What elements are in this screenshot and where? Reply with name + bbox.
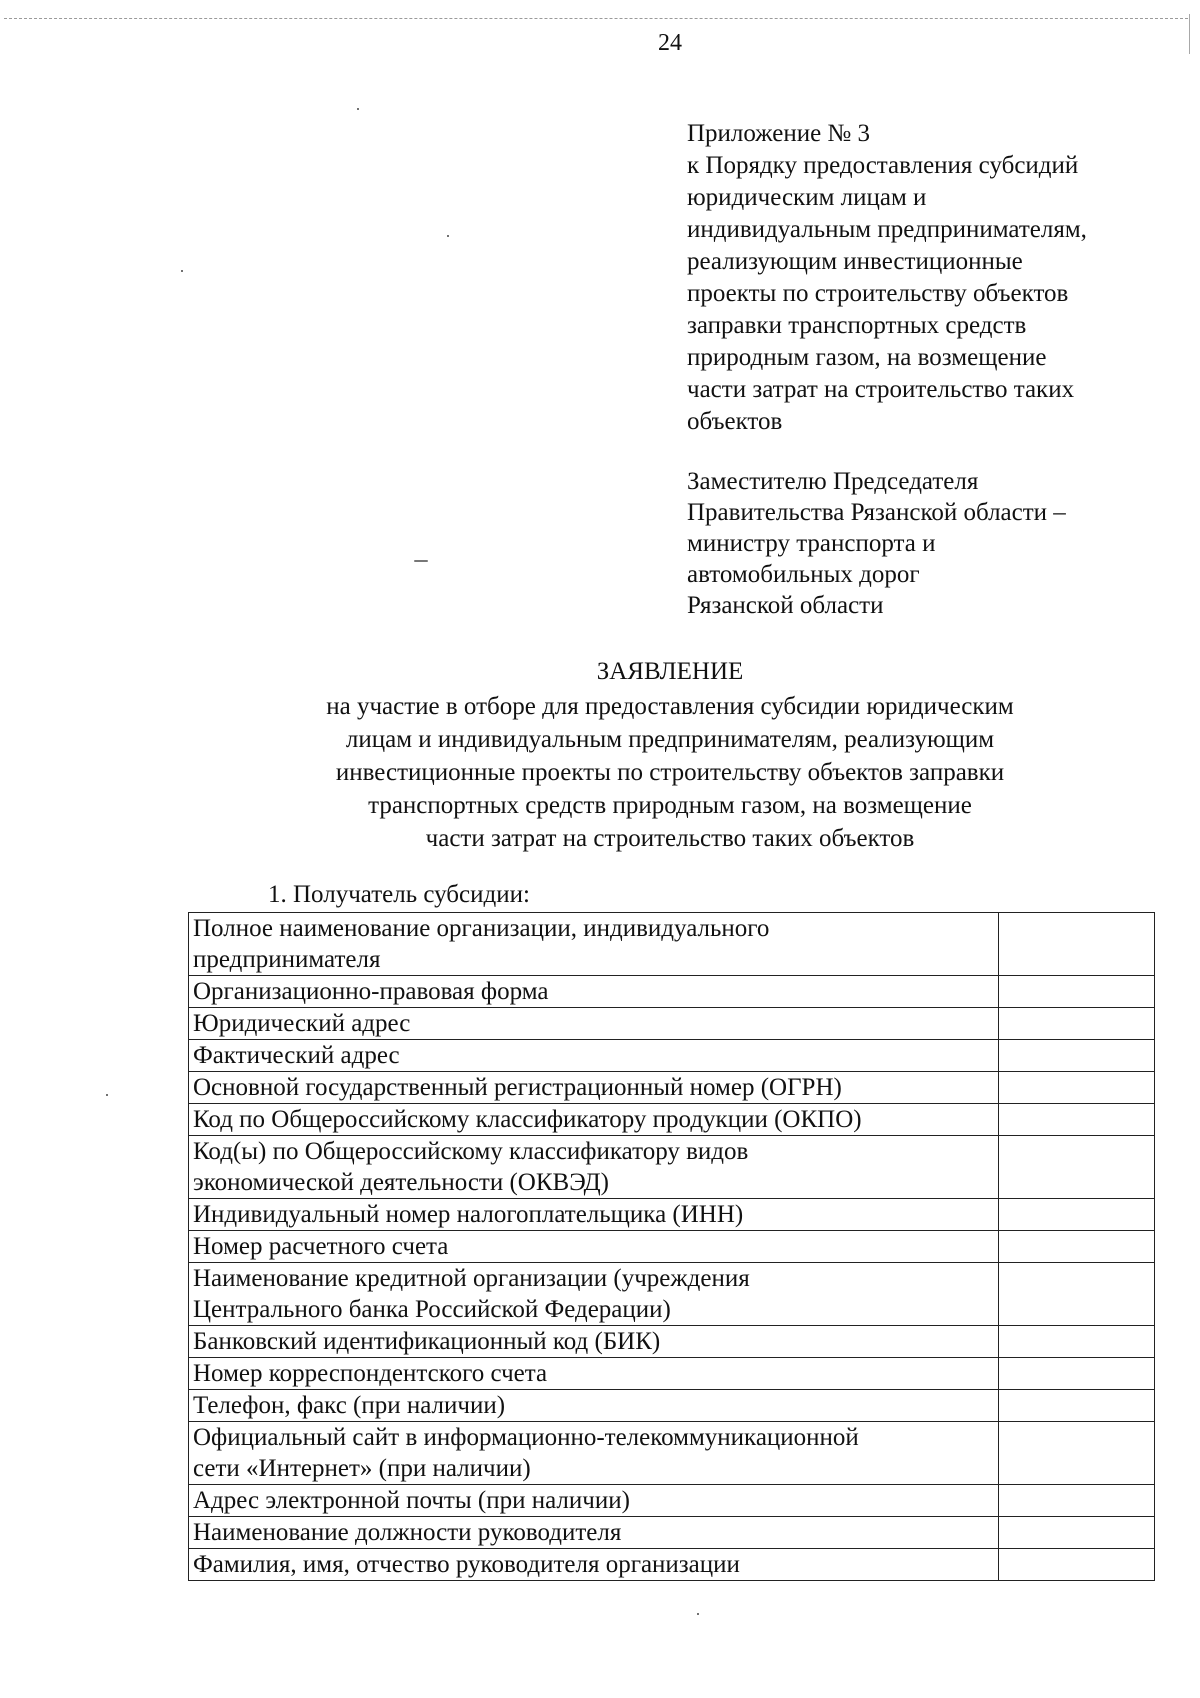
appendix-line: юридическим лицам и — [687, 184, 927, 211]
field-label-cell — [189, 1231, 999, 1263]
field-value-cell[interactable] — [998, 1517, 1154, 1549]
scan-speck — [181, 270, 183, 272]
field-label: Основной государственный регистрационный номер (ОГРН) — [193, 1074, 842, 1101]
field-value-cell[interactable] — [998, 1263, 1154, 1326]
field-label: Код по Общероссийскому классификатору продукции (ОКПО) — [193, 1106, 862, 1133]
scan-speck — [697, 1613, 699, 1615]
field-value-cell[interactable] — [998, 1008, 1154, 1040]
field-label: Полное наименование организации, индивидуального — [193, 915, 770, 942]
field-value-cell[interactable] — [998, 1072, 1154, 1104]
field-label-cell — [189, 913, 999, 976]
table-row — [189, 913, 1155, 976]
field-label-cell — [189, 1422, 999, 1485]
appendix-line: к Порядку предоставления субсидий — [687, 152, 1079, 179]
field-label: предпринимателя — [193, 946, 381, 973]
subtitle-line: транспортных средств природным газом, на возмещение — [368, 792, 972, 819]
addressee-line: Заместителю Председателя — [687, 468, 979, 495]
field-label-cell — [189, 1549, 999, 1581]
table-row — [189, 1231, 1155, 1263]
field-value-cell[interactable] — [998, 1422, 1154, 1485]
field-label: Банковский идентификационный код (БИК) — [193, 1328, 661, 1355]
subtitle-line: части затрат на строительство таких объектов — [425, 825, 915, 852]
addressee-line: Правительства Рязанской области – — [687, 499, 1066, 526]
table-row — [189, 1422, 1155, 1485]
field-label: Номер расчетного счета — [193, 1233, 449, 1260]
field-label: Наименование кредитной организации (учреждения — [193, 1265, 750, 1292]
table-row — [189, 1358, 1155, 1390]
field-value-cell[interactable] — [998, 1326, 1154, 1358]
table-row — [189, 1104, 1155, 1136]
field-label-cell — [189, 1263, 999, 1326]
appendix-line: индивидуальным предпринимателям, — [687, 216, 1087, 243]
addressee-line: министру транспорта и — [687, 530, 936, 557]
field-label: Фактический адрес — [193, 1042, 400, 1069]
section-heading: 1. Получатель субсидии: — [268, 881, 530, 908]
field-label: Фамилия, имя, отчество руководителя организации — [193, 1551, 740, 1578]
field-value-cell[interactable] — [998, 1231, 1154, 1263]
field-label: Индивидуальный номер налогоплательщика (ИНН) — [193, 1201, 744, 1228]
field-value-cell[interactable] — [998, 1485, 1154, 1517]
appendix-line: реализующим инвестиционные — [687, 248, 1023, 275]
scan-speck — [106, 1094, 108, 1096]
field-value-cell[interactable] — [998, 976, 1154, 1008]
document-subtitle — [0, 690, 1200, 855]
field-value-cell[interactable] — [998, 1390, 1154, 1422]
table-row — [189, 1136, 1155, 1199]
field-label-cell — [189, 1326, 999, 1358]
field-label-cell — [189, 1517, 999, 1549]
scan-edge-top — [4, 18, 1188, 19]
table-row — [189, 1008, 1155, 1040]
field-label-cell — [189, 1485, 999, 1517]
field-value-cell[interactable] — [998, 1040, 1154, 1072]
field-value-cell[interactable] — [998, 1104, 1154, 1136]
table-row — [189, 1485, 1155, 1517]
appendix-line: проекты по строительству объектов — [687, 280, 1069, 307]
field-value-cell[interactable] — [998, 1136, 1154, 1199]
field-label: Телефон, факс (при наличии) — [193, 1392, 506, 1419]
recipient-table-body — [189, 913, 1155, 1581]
appendix-line: объектов — [687, 408, 783, 435]
scan-speck — [447, 235, 449, 237]
table-row — [189, 976, 1155, 1008]
field-label-cell — [189, 1008, 999, 1040]
field-label-cell — [189, 1040, 999, 1072]
table-row — [189, 1263, 1155, 1326]
field-label-cell — [189, 1136, 999, 1199]
appendix-line: заправки транспортных средств — [687, 312, 1027, 339]
field-label: Номер корреспондентского счета — [193, 1360, 548, 1387]
field-value-cell[interactable] — [998, 1358, 1154, 1390]
field-label: Юридический адрес — [193, 1010, 411, 1037]
table-row — [189, 1326, 1155, 1358]
field-label-cell — [189, 1104, 999, 1136]
addressee — [687, 466, 1187, 621]
field-label: Адрес электронной почты (при наличии) — [193, 1487, 630, 1514]
subtitle-line: инвестиционные проекты по строительству объектов заправки — [335, 759, 1005, 786]
table-row — [189, 1517, 1155, 1549]
appendix-line: части затрат на строительство таких — [687, 376, 1075, 403]
appendix-reference — [687, 118, 1187, 438]
field-value-cell[interactable] — [998, 913, 1154, 976]
field-label: сети «Интернет» (при наличии) — [193, 1455, 531, 1482]
scan-speck — [414, 560, 428, 562]
page-number: 24 — [658, 30, 682, 56]
subtitle-line: лицам и индивидуальным предпринимателям, реализующим — [345, 726, 995, 753]
appendix-line: Приложение № 3 — [687, 120, 871, 147]
field-label-cell — [189, 976, 999, 1008]
field-label-cell — [189, 1358, 999, 1390]
field-label: Код(ы) по Общероссийскому классификатору видов — [193, 1138, 749, 1165]
subtitle-line: на участие в отборе для предоставления субсидии юридическим — [326, 693, 1014, 720]
field-label: Организационно-правовая форма — [193, 978, 549, 1005]
field-label: Центрального банка Российской Федерации) — [193, 1296, 671, 1323]
field-value-cell[interactable] — [998, 1549, 1154, 1581]
field-value-cell[interactable] — [998, 1199, 1154, 1231]
table-row — [189, 1072, 1155, 1104]
table-row — [189, 1199, 1155, 1231]
field-label-cell — [189, 1199, 999, 1231]
appendix-line: природным газом, на возмещение — [687, 344, 1047, 371]
field-label-cell — [189, 1390, 999, 1422]
table-row — [189, 1040, 1155, 1072]
table-row — [189, 1549, 1155, 1581]
addressee-line: Рязанской области — [687, 592, 884, 619]
recipient-table — [188, 912, 1155, 1581]
field-label-cell — [189, 1072, 999, 1104]
document-title: ЗАЯВЛЕНИЕ — [596, 658, 744, 685]
table-row — [189, 1390, 1155, 1422]
field-label: Наименование должности руководителя — [193, 1519, 622, 1546]
scan-speck — [357, 108, 359, 110]
field-label: Официальный сайт в информационно-телекоммуникационной — [193, 1424, 859, 1451]
field-label: экономической деятельности (ОКВЭД) — [193, 1169, 609, 1196]
addressee-line: автомобильных дорог — [687, 561, 920, 588]
